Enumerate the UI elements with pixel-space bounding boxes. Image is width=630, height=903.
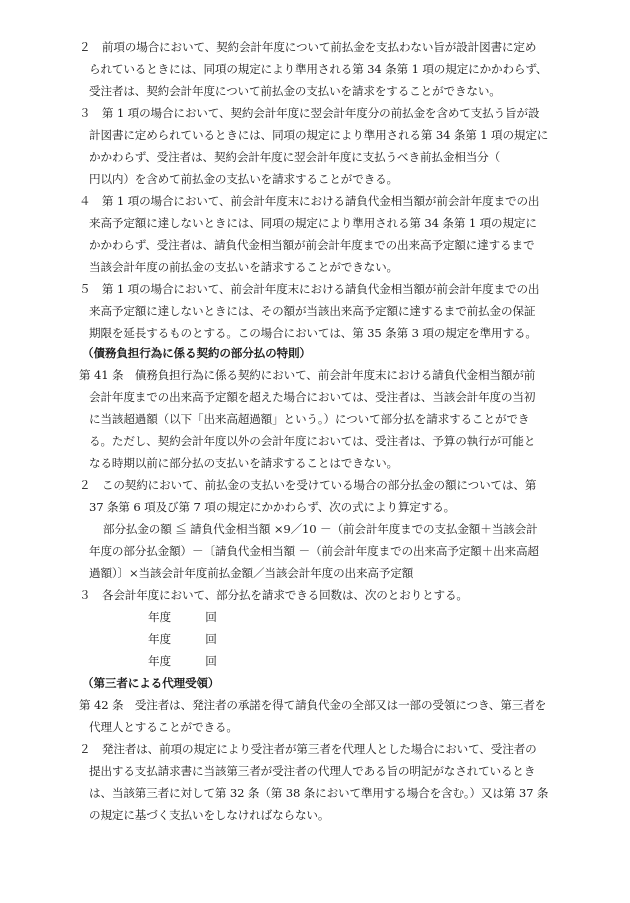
table-line: 年度 回 xyxy=(148,610,217,624)
table-line: 年度 回 xyxy=(148,632,217,646)
para-line: ４ 第 1 項の場合において、前会計年度末における請負代金相当額が前会計年度までの出 xyxy=(79,194,540,208)
para-line: 円以内）を含めて前払金の支払いを請求することができる。 xyxy=(89,172,398,186)
para-line: の規定に基づく支払いをしなければならない。 xyxy=(89,808,330,822)
para-line: 受注者は、契約会計年度について前払金の支払いを請求をすることができない。 xyxy=(89,84,501,98)
para-line: られているときには、同項の規定により準用される第 34 条第 1 項の規定にかかわらず、 xyxy=(89,62,548,76)
para-line: 37 条第 6 項及び第 7 項の規定にかかわらず、次の式により算定する。 xyxy=(89,500,456,514)
section-heading: （債務負担行為に係る契約の部分払の特則） xyxy=(82,346,311,360)
para-line: ２ この契約において、前払金の支払いを受けている場合の部分払金の額については、第 xyxy=(79,478,537,492)
para-line: に当該超過額（以下「出来高超過額」という。）について部分払を請求することができ xyxy=(89,412,530,426)
table-line: 年度 回 xyxy=(148,654,217,668)
para-line: 提出する支払請求書に当該第三者が受注者の代理人である旨の明記がなされているとき xyxy=(89,764,536,778)
para-line: 当該会計年度の前払金の支払いを請求することができない。 xyxy=(89,260,398,274)
para-line: かかわらず、受注者は、契約会計年度に翌会計年度に支払うべき前払金相当分（ xyxy=(89,150,501,164)
para-line: る。ただし、契約会計年度以外の会計年度においては、受注者は、予算の執行が可能と xyxy=(89,434,536,448)
formula-line: 部分払金の額 ≦ 請負代金相当額 ×9／10 －（前会計年度までの支払金額＋当該会計 xyxy=(103,522,538,536)
para-line: 計図書に定められているときには、同項の規定により準用される第 34 条第 1 項の規定に xyxy=(89,128,549,142)
para-line: かかわらず、受注者は、請負代金相当額が前会計年度までの出来高予定額に達するまで xyxy=(89,238,535,252)
para-line: ３ 各会計年度において、部分払を請求できる回数は、次のとおりとする。 xyxy=(79,588,468,602)
section-heading: （第三者による代理受領） xyxy=(82,676,220,690)
para-line: 来高予定額に達しないときには、同項の規定により準用される第 34 条第 1 項の規定に xyxy=(89,216,537,230)
para-line: 来高予定額に達しないときには、その額が当該出来高予定額に達するまで前払金の保証 xyxy=(89,304,536,318)
para-line: ２ 前項の場合において、契約会計年度について前払金を支払わない旨が設計図書に定め xyxy=(79,40,537,54)
formula-line: 過額）〕×当該会計年度前払金額／当該会計年度の出来高予定額 xyxy=(89,566,414,580)
para-line: 会計年度までの出来高予定額を超えた場合においては、受注者は、当該会計年度の当初 xyxy=(89,390,536,404)
para-line: ３ 第 1 項の場合において、契約会計年度に翌会計年度分の前払金を含めて支払う旨が設 xyxy=(79,106,540,120)
para-line: なる時期以前に部分払の支払いを請求することはできない。 xyxy=(89,456,398,470)
para-line: ５ 第 1 項の場合において、前会計年度末における請負代金相当額が前会計年度までの出 xyxy=(79,282,540,296)
para-line: 第 41 条 債務負担行為に係る契約において、前会計年度末における請負代金相当額が前 xyxy=(79,368,536,382)
para-line: ２ 発注者は、前項の規定により受注者が第三者を代理人とした場合において、受注者の xyxy=(79,742,537,756)
para-line: 期限を延長するものとする。この場合においては、第 35 条第 3 項の規定を準用する。 xyxy=(89,326,537,340)
para-line: 代理人とすることができる。 xyxy=(89,720,238,734)
para-line: 第 42 条 受注者は、発注者の承諾を得て請負代金の全部又は一部の受領につき、第三者を xyxy=(79,698,547,712)
formula-line: 年度の部分払金額）－〔請負代金相当額 －（前会計年度までの出来高予定額＋出来高超 xyxy=(89,544,539,558)
para-line: は、当該第三者に対して第 32 条（第 38 条において準用する場合を含む。）又は第 37 条 xyxy=(89,786,549,800)
